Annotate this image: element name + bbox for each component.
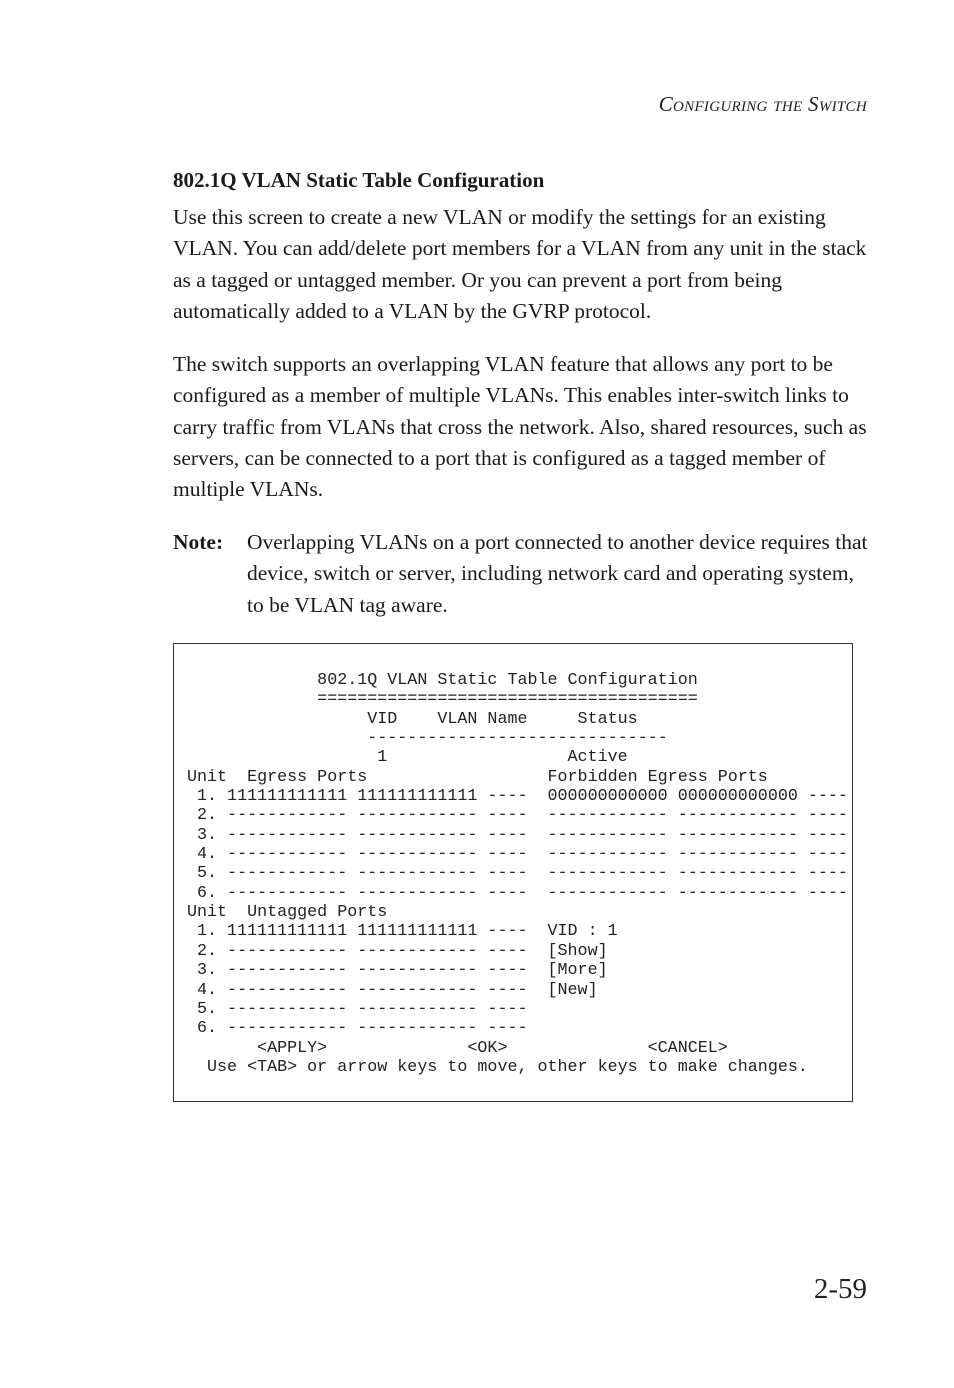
untagged-ports-row-3[interactable]: 3. ------------ ------------ ---- [More] — [187, 961, 608, 981]
note-block — [173, 527, 873, 621]
body-paragraph-2: The switch supports an overlapping VLAN feature that allows any port to be configured as a member of multiple VLANs. This enables inter-switch links to carry traffic from VLANs that cross the network. Also, shared resources, such as servers, can be connected to a port that is configured as a tagged member of multiple VLANs. — [173, 352, 867, 502]
untagged-ports-row-6[interactable]: 6. ------------ ------------ ---- — [187, 1019, 528, 1039]
untagged-ports-header: Unit Untagged Ports — [187, 903, 388, 923]
untagged-ports-row-5[interactable]: 5. ------------ ------------ ---- — [187, 999, 528, 1019]
untagged-ports-row-2[interactable]: 2. ------------ ------------ ---- [Show] — [187, 941, 608, 961]
egress-ports-header: Unit Egress Ports Forbidden Egress Ports — [187, 767, 768, 787]
terminal-title-underline: ====================================== — [187, 690, 698, 710]
egress-ports-row-3[interactable]: 3. ------------ ------------ ---- ------------ ------------ ---- — [187, 825, 848, 845]
running-header: Configuring the Switch — [658, 92, 867, 116]
section-heading: 802.1Q VLAN Static Table Configuration — [173, 168, 545, 192]
terminal-title: 802.1Q VLAN Static Table Configuration — [187, 671, 698, 690]
egress-ports-row-5[interactable]: 5. ------------ ------------ ---- ------------ ------------ ---- — [187, 864, 848, 884]
untagged-ports-row-4[interactable]: 4. ------------ ------------ ---- [New] — [187, 980, 598, 1000]
body-paragraph-1: Use this screen to create a new VLAN or modify the settings for an existing VLAN. You can add/delete port members for a VLAN from any unit in the stack as a tagged or untagged member. Or you can prevent a port from being automatically added to a VLAN by the GVRP protocol. — [173, 205, 867, 323]
vlan-table-row[interactable]: 1 Active — [187, 748, 628, 768]
egress-ports-row-1[interactable]: 1. 111111111111 111111111111 ---- 000000000000 000000000000 ---- — [187, 787, 848, 807]
terminal-screenshot — [173, 643, 853, 1102]
page-number: 2-59 — [813, 1273, 867, 1305]
egress-ports-row-4[interactable]: 4. ------------ ------------ ---- ------------ ------------ ---- — [187, 845, 848, 865]
vlan-table-header: VID VLAN Name Status — [187, 709, 638, 729]
terminal-help-text: Use <TAB> or arrow keys to move, other keys to make changes. — [187, 1057, 808, 1077]
note-text: Overlapping VLANs on a port connected to another device requires that device, switch or server, including network card and operating system, to be VLAN tag aware. — [247, 530, 868, 617]
note-label: Note: — [173, 530, 224, 554]
terminal-screen — [187, 671, 848, 1077]
egress-ports-row-6[interactable]: 6. ------------ ------------ ---- ------------ ------------ ---- — [187, 883, 848, 903]
action-buttons-row[interactable]: <APPLY> <OK> <CANCEL> — [187, 1038, 728, 1058]
vlan-table-divider: ------------------------------ — [187, 729, 668, 749]
untagged-ports-row-1[interactable]: 1. 111111111111 111111111111 ---- VID : 1 — [187, 922, 618, 942]
egress-ports-row-2[interactable]: 2. ------------ ------------ ---- ------------ ------------ ---- — [187, 806, 848, 826]
